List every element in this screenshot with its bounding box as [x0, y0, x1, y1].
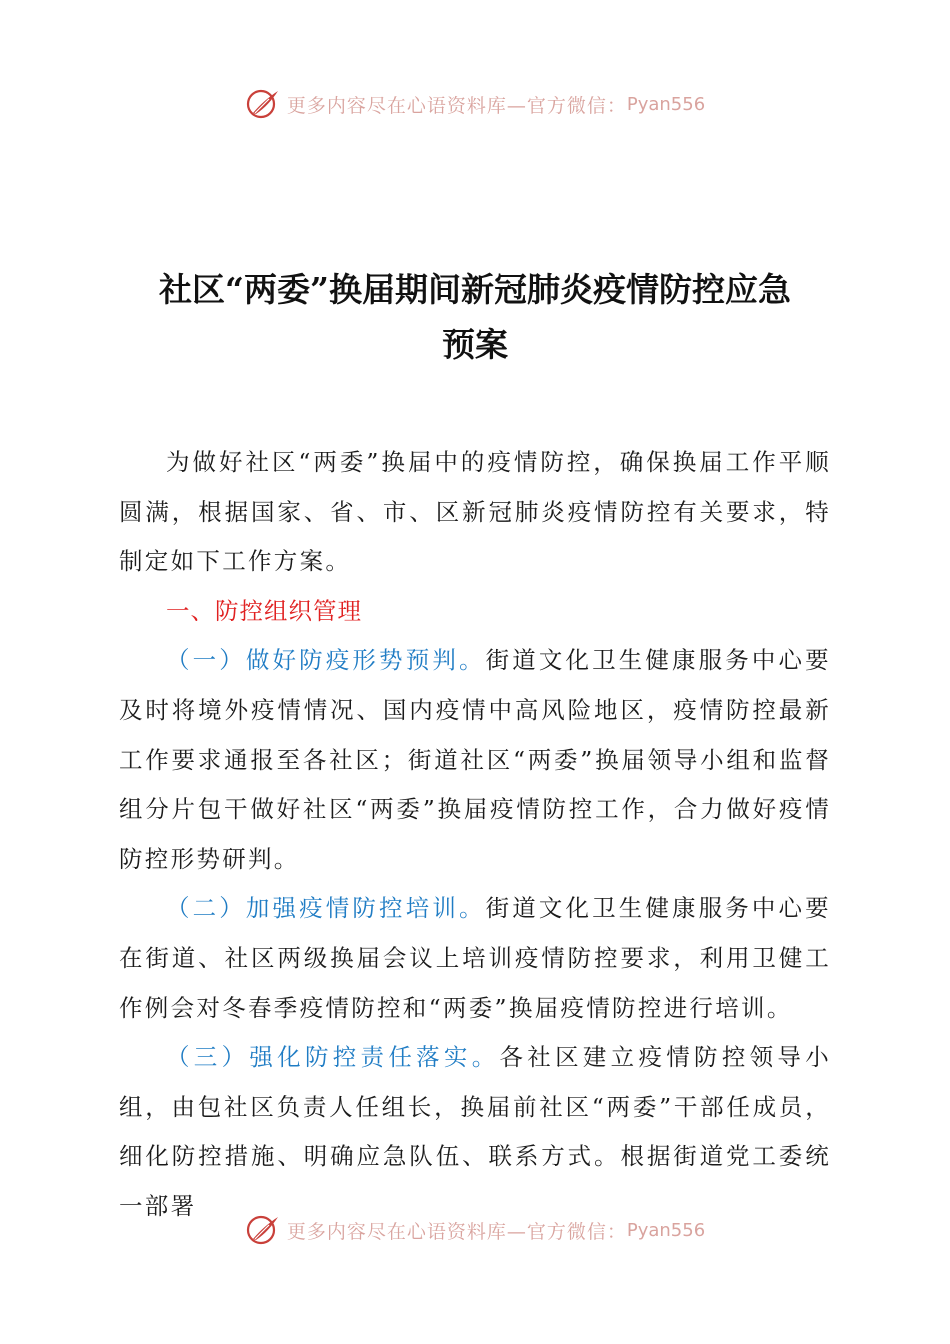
intro-paragraph: 为做好社区“两委”换届中的疫情防控，确保换届工作平顺圆满，根据国家、省、市、区新冠肺炎疫情防控有关要求，特制定如下工作方案。 [119, 448, 831, 576]
watermark-text: 更多内容尽在心语资料库—官方微信： [286, 94, 627, 117]
section-1-heading [119, 587, 831, 637]
section-1-heading-text: 一、防控组织管理 [166, 596, 362, 625]
item-2-heading: （二）加强疫情防控培训。 [166, 894, 486, 923]
title-line-2: 预案 [442, 325, 508, 364]
item-3-heading: （三）强化防控责任落实。 [166, 1043, 500, 1072]
watermark-text: 更多内容尽在心语资料库—官方微信： [286, 1220, 627, 1243]
item-1-text: 街道文化卫生健康服务中心要及时将境外疫情情况、国内疫情中高风险地区，疫情防控最新工作要求通报至各社区；街道社区“两委”换届领导小组和监督组分片包干做好社区“两委”换届疫情防控工作，合力做好疫情防控形势研判。 [119, 646, 831, 873]
item-3-text: 各社区建立疫情防控领导小组，由包社区负责人任组长，换届前社区“两委”干部任成员，细化防控措施、明确应急队伍、联系方式。根据街道党工委统一部署 [119, 1043, 831, 1220]
quill-logo-icon [245, 1212, 281, 1248]
item-2-text: 街道文化卫生健康服务中心要在街道、社区两级换届会议上培训疫情防控要求，利用卫健工作例会对冬春季疫情防控和“两委”换届疫情防控进行培训。 [119, 894, 831, 1022]
watermark-wechat-id: Pyan556 [626, 93, 706, 115]
watermark-footer [0, 1210, 950, 1250]
item-2-paragraph [119, 884, 831, 1033]
watermark-wechat-id: Pyan556 [626, 1219, 706, 1241]
item-1-heading: （一）做好防疫形势预判。 [166, 646, 486, 675]
watermark-header [0, 84, 950, 124]
title-line-1: 社区“两委”换届期间新冠肺炎疫情防控应急 [159, 270, 791, 309]
item-3-paragraph [119, 1033, 831, 1231]
item-1-paragraph [119, 636, 831, 884]
document-body [119, 438, 831, 1232]
document-title [100, 262, 850, 372]
quill-logo-icon [245, 86, 281, 122]
